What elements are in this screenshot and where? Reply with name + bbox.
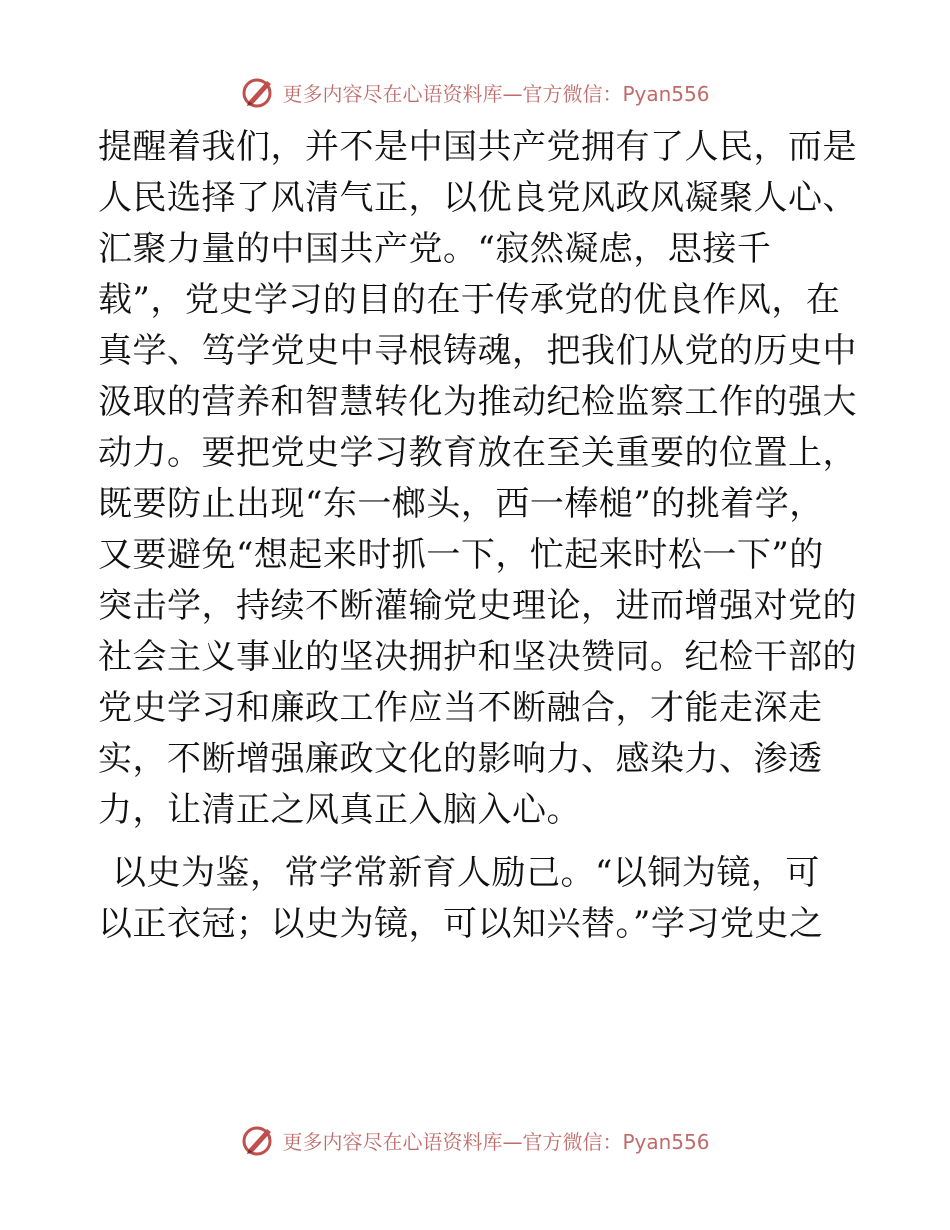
text-line: 社会主义事业的坚决拥护和坚决赞同。纪检干部的 [98, 637, 857, 677]
footer-banner [0, 1118, 950, 1162]
footer-banner-text: 更多内容尽在心语资料库—官方微信：Pyan556 [282, 1129, 710, 1154]
text-line: 突击学，持续不断灌输党史理论，进而增强对党的 [98, 586, 857, 626]
pen-logo-icon [240, 74, 276, 110]
text-line: 既要防止出现“东一榔头，西一棒槌”的挑着学， [98, 484, 824, 524]
text-line: 人民选择了风清气正，以优良党风政风凝聚人心、 [98, 178, 857, 218]
header-banner-text: 更多内容尽在心语资料库—官方微信：Pyan556 [282, 81, 710, 106]
text-line: 提醒着我们，并不是中国共产党拥有了人民，而是 [98, 127, 857, 167]
text-line: 又要避免“想起来时抓一下，忙起来时松一下”的 [98, 535, 824, 575]
text-line: 以正衣冠；以史为镜，可以知兴替。”学习党史之 [98, 904, 824, 944]
text-line: 汇聚力量的中国共产党。“寂然凝虑，思接千 [98, 229, 772, 269]
text-line: 动力。要把党史学习教育放在至关重要的位置上， [98, 433, 857, 473]
header-banner [0, 70, 950, 114]
text-line: 以史为鉴，常学常新育人励己。“以铜为镜，可 [112, 853, 820, 893]
pen-logo-icon [240, 1122, 276, 1158]
body-text [98, 122, 858, 950]
paragraph-1 [98, 122, 858, 836]
text-line: 汲取的营养和智慧转化为推动纪检监察工作的强大 [98, 382, 857, 422]
text-line: 真学、笃学党史中寻根铸魂，把我们从党的历史中 [98, 331, 857, 371]
text-line: 实，不断增强廉政文化的影响力、感染力、渗透 [98, 739, 823, 779]
text-line: 党史学习和廉政工作应当不断融合，才能走深走 [98, 688, 823, 728]
paragraph-2 [98, 848, 858, 950]
text-line: 载”，党史学习的目的在于传承党的优良作风，在 [98, 280, 841, 320]
text-line: 力，让清正之风真正入脑入心。 [98, 790, 581, 830]
